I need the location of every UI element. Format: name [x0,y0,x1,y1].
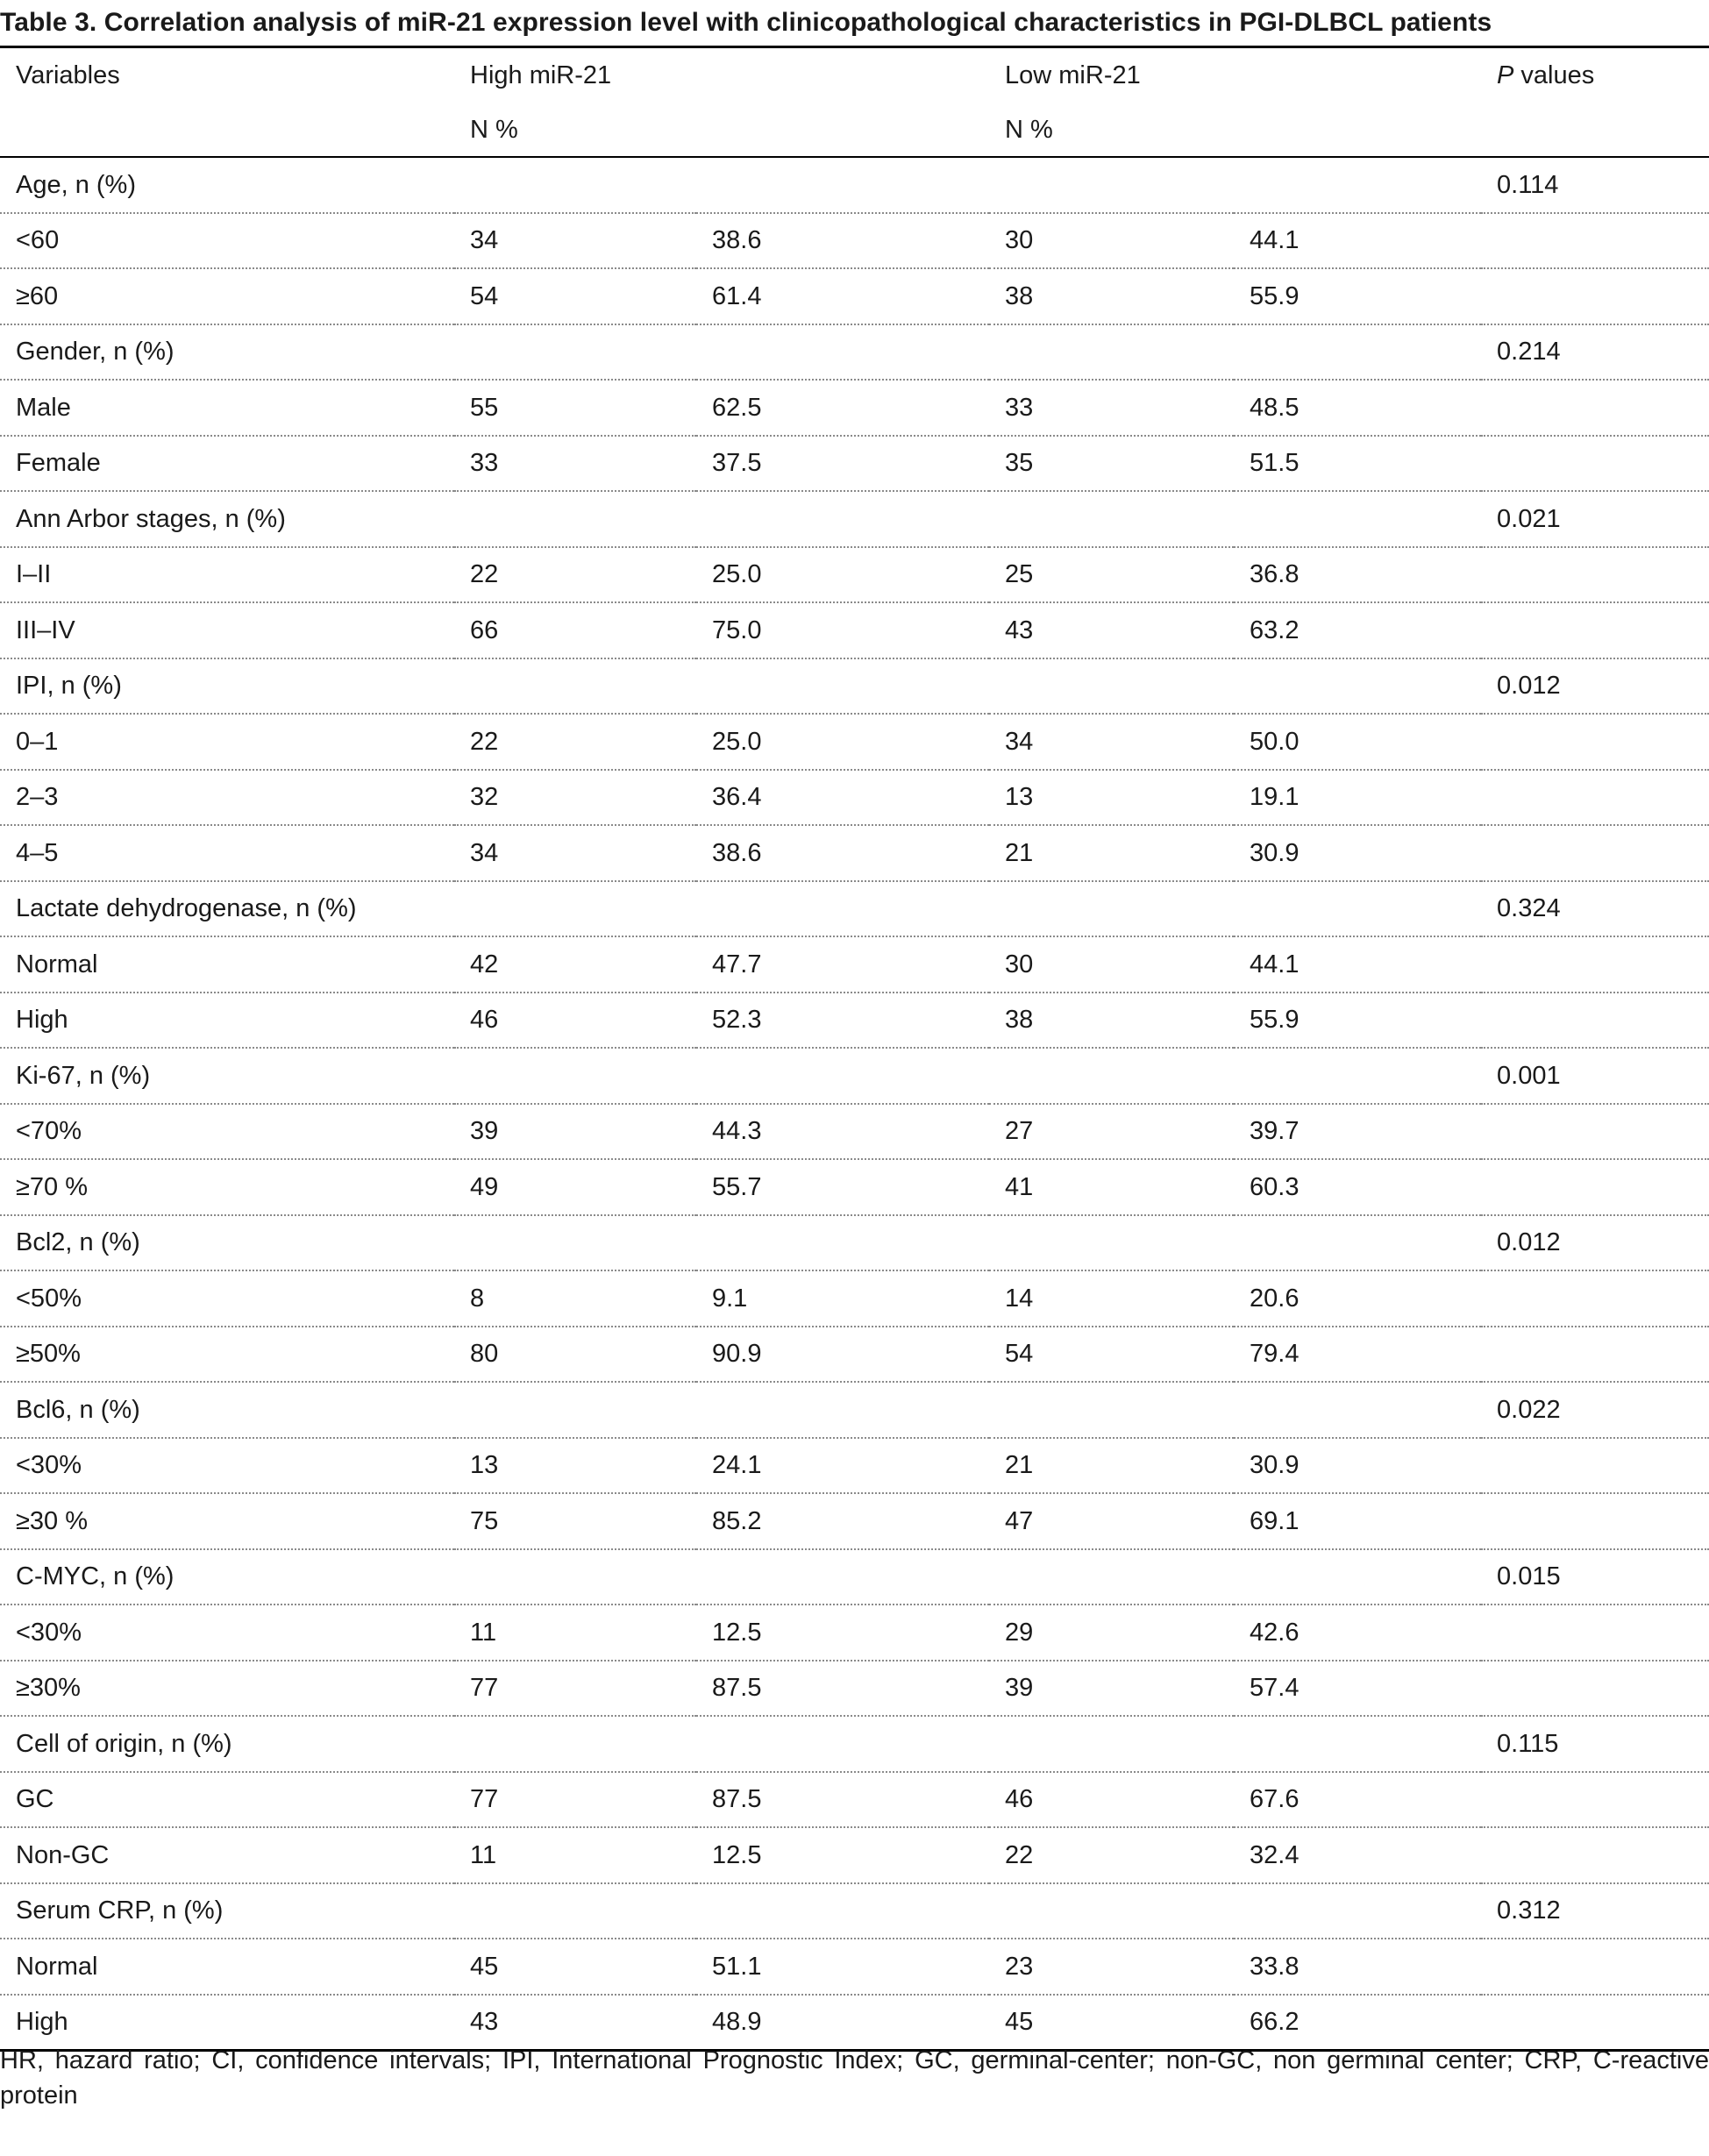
cell-high-n: 11 [454,1827,696,1883]
cell-low-percent: 30.9 [1234,825,1481,881]
cell-variable: 2–3 [0,770,454,826]
cell-p-value [1481,380,1709,436]
cell-low-n: 21 [989,1438,1234,1494]
cell-low-n: 21 [989,825,1234,881]
cell-variable: ≥50% [0,1327,454,1383]
cell-low-percent [1234,324,1481,381]
cell-low-n [989,491,1234,547]
cell-low-percent: 63.2 [1234,602,1481,658]
header-p-italic: P [1497,61,1514,89]
cell-low-n: 23 [989,1939,1234,1995]
cell-low-n: 45 [989,1995,1234,2051]
table-row [0,268,1709,324]
cell-p-value [1481,1493,1709,1549]
cell-high-percent: 62.5 [696,380,989,436]
table-row [0,436,1709,492]
header-low-mir21: Low miR-21 [989,47,1481,103]
cell-variable: GC [0,1772,454,1828]
cell-low-n [989,1883,1234,1939]
cell-high-n: 39 [454,1104,696,1160]
cell-p-value: 0.015 [1481,1549,1709,1605]
cell-high-percent [696,1883,989,1939]
cell-low-percent [1234,1048,1481,1104]
table-row [0,1827,1709,1883]
cell-p-value: 0.115 [1481,1716,1709,1772]
cell-variable: Gender, n (%) [0,324,454,381]
cell-variable: Bcl6, n (%) [0,1382,454,1438]
cell-high-n: 43 [454,1995,696,2051]
cell-high-percent: 52.3 [696,993,989,1049]
cell-p-value [1481,1827,1709,1883]
cell-variable: Ann Arbor stages, n (%) [0,491,454,547]
table-body [0,157,1709,2051]
cell-low-percent: 32.4 [1234,1827,1481,1883]
table-row [0,658,1709,715]
table-row [0,1716,1709,1772]
cell-p-value: 0.312 [1481,1883,1709,1939]
table-row [0,1661,1709,1717]
cell-low-n: 35 [989,436,1234,492]
cell-p-value [1481,1327,1709,1383]
cell-low-n: 54 [989,1327,1234,1383]
cell-high-n: 75 [454,1493,696,1549]
cell-variable: Age, n (%) [0,157,454,213]
cell-variable: Bcl2, n (%) [0,1215,454,1271]
cell-p-value [1481,1772,1709,1828]
table-row [0,1493,1709,1549]
data-table [0,46,1709,2052]
cell-low-n [989,881,1234,937]
cell-p-value [1481,936,1709,993]
cell-high-percent: 61.4 [696,268,989,324]
cell-low-percent: 42.6 [1234,1605,1481,1661]
cell-p-value: 0.012 [1481,1215,1709,1271]
table-row [0,1549,1709,1605]
cell-low-n [989,658,1234,715]
cell-high-percent: 24.1 [696,1438,989,1494]
cell-low-n [989,324,1234,381]
cell-low-percent [1234,881,1481,937]
cell-high-n: 42 [454,936,696,993]
cell-p-value [1481,268,1709,324]
cell-p-value [1481,436,1709,492]
subheader-high-n-percent: N % [454,103,989,157]
cell-p-value [1481,770,1709,826]
header-high-mir21: High miR-21 [454,47,989,103]
cell-low-percent: 50.0 [1234,714,1481,770]
cell-variable: Non-GC [0,1827,454,1883]
cell-p-value [1481,1270,1709,1327]
cell-variable: Normal [0,1939,454,1995]
cell-high-percent: 12.5 [696,1605,989,1661]
cell-low-percent: 30.9 [1234,1438,1481,1494]
cell-high-n [454,1883,696,1939]
cell-high-percent: 38.6 [696,213,989,269]
cell-variable: C-MYC, n (%) [0,1549,454,1605]
cell-high-percent [696,1716,989,1772]
cell-high-n: 34 [454,213,696,269]
table-row [0,881,1709,937]
cell-high-n [454,881,696,937]
cell-variable: High [0,993,454,1049]
cell-high-n: 22 [454,714,696,770]
cell-high-n: 8 [454,1270,696,1327]
header-variables: Variables [0,47,454,103]
table-row [0,213,1709,269]
table-row [0,157,1709,213]
cell-high-percent: 75.0 [696,602,989,658]
cell-high-percent [696,1382,989,1438]
cell-low-n: 27 [989,1104,1234,1160]
cell-low-percent [1234,658,1481,715]
cell-high-n [454,157,696,213]
cell-high-n [454,1382,696,1438]
cell-variable: I–II [0,547,454,603]
cell-p-value: 0.214 [1481,324,1709,381]
cell-p-value [1481,213,1709,269]
cell-high-n: 11 [454,1605,696,1661]
cell-p-value [1481,1995,1709,2051]
cell-high-n: 22 [454,547,696,603]
cell-low-n [989,1716,1234,1772]
cell-variable: Ki-67, n (%) [0,1048,454,1104]
cell-low-percent: 48.5 [1234,380,1481,436]
cell-p-value: 0.012 [1481,658,1709,715]
cell-low-percent: 57.4 [1234,1661,1481,1717]
cell-low-percent [1234,1215,1481,1271]
cell-high-n [454,1048,696,1104]
cell-p-value [1481,1661,1709,1717]
cell-high-n: 80 [454,1327,696,1383]
cell-low-n: 30 [989,213,1234,269]
table-row [0,714,1709,770]
table-row [0,1048,1709,1104]
table-row [0,993,1709,1049]
table-row [0,602,1709,658]
cell-high-n: 54 [454,268,696,324]
cell-low-percent: 19.1 [1234,770,1481,826]
cell-low-n: 46 [989,1772,1234,1828]
cell-high-percent: 25.0 [696,547,989,603]
cell-high-percent: 44.3 [696,1104,989,1160]
cell-p-value [1481,1159,1709,1215]
cell-low-percent [1234,157,1481,213]
table-row [0,1270,1709,1327]
cell-high-percent [696,157,989,213]
cell-high-percent: 37.5 [696,436,989,492]
cell-high-n: 13 [454,1438,696,1494]
cell-low-n [989,1549,1234,1605]
cell-high-percent: 12.5 [696,1827,989,1883]
table-row [0,547,1709,603]
cell-low-n: 22 [989,1827,1234,1883]
cell-high-percent: 55.7 [696,1159,989,1215]
cell-low-percent [1234,1716,1481,1772]
cell-variable: Male [0,380,454,436]
cell-high-n [454,491,696,547]
cell-p-value: 0.001 [1481,1048,1709,1104]
table-row [0,491,1709,547]
cell-low-n: 39 [989,1661,1234,1717]
header-p-values [1481,47,1709,103]
cell-high-n: 34 [454,825,696,881]
cell-low-n: 43 [989,602,1234,658]
table-footnote: HR, hazard ratio; CI, confidence intervals; IPI, International Prognostic Index; GC, germinal-center; non-GC, non germinal center; CRP, C-reactive protein [0,2046,1709,2110]
cell-low-percent [1234,491,1481,547]
cell-high-percent: 9.1 [696,1270,989,1327]
cell-high-n [454,1716,696,1772]
subheader-row [0,103,1709,157]
table-row [0,324,1709,381]
cell-low-n: 47 [989,1493,1234,1549]
cell-high-n: 77 [454,1661,696,1717]
table-row [0,1327,1709,1383]
cell-high-n: 77 [454,1772,696,1828]
cell-high-percent: 48.9 [696,1995,989,2051]
cell-high-percent [696,1048,989,1104]
cell-low-n: 41 [989,1159,1234,1215]
cell-high-n: 32 [454,770,696,826]
cell-high-percent [696,1549,989,1605]
cell-high-n [454,658,696,715]
cell-variable: ≥30 % [0,1493,454,1549]
table-row [0,936,1709,993]
cell-high-n [454,1549,696,1605]
cell-p-value [1481,602,1709,658]
table-row [0,1159,1709,1215]
cell-p-value [1481,1939,1709,1995]
cell-variable: Normal [0,936,454,993]
cell-low-n [989,157,1234,213]
cell-p-value [1481,1104,1709,1160]
cell-low-percent: 60.3 [1234,1159,1481,1215]
cell-low-n [989,1382,1234,1438]
cell-variable: III–IV [0,602,454,658]
subheader-empty-p [1481,103,1709,157]
cell-high-n: 49 [454,1159,696,1215]
table-row [0,1772,1709,1828]
cell-low-percent: 69.1 [1234,1493,1481,1549]
table-row [0,380,1709,436]
cell-variable: High [0,1995,454,2051]
cell-variable: ≥30% [0,1661,454,1717]
cell-high-n [454,324,696,381]
cell-low-percent: 55.9 [1234,268,1481,324]
table-row [0,1438,1709,1494]
table-row [0,1995,1709,2051]
cell-low-n: 38 [989,268,1234,324]
cell-low-n: 34 [989,714,1234,770]
table-row [0,1382,1709,1438]
cell-high-percent [696,881,989,937]
table-row [0,825,1709,881]
cell-high-percent: 90.9 [696,1327,989,1383]
cell-high-n: 46 [454,993,696,1049]
cell-p-value [1481,825,1709,881]
cell-high-percent [696,658,989,715]
cell-p-value: 0.324 [1481,881,1709,937]
cell-variable: <70% [0,1104,454,1160]
cell-high-n: 45 [454,1939,696,1995]
table-row [0,1883,1709,1939]
table-row [0,1605,1709,1661]
cell-high-n: 55 [454,380,696,436]
cell-low-percent: 44.1 [1234,213,1481,269]
cell-low-n [989,1048,1234,1104]
subheader-low-n-percent: N % [989,103,1481,157]
cell-low-percent: 55.9 [1234,993,1481,1049]
cell-low-n: 33 [989,380,1234,436]
cell-p-value: 0.021 [1481,491,1709,547]
cell-high-percent: 47.7 [696,936,989,993]
cell-low-n: 13 [989,770,1234,826]
table-row [0,770,1709,826]
cell-variable: <30% [0,1438,454,1494]
cell-low-percent: 66.2 [1234,1995,1481,2051]
cell-low-percent [1234,1382,1481,1438]
cell-high-n [454,1215,696,1271]
cell-high-percent [696,324,989,381]
cell-variable: <30% [0,1605,454,1661]
cell-variable: 4–5 [0,825,454,881]
cell-variable: ≥60 [0,268,454,324]
table-caption: Table 3. Correlation analysis of miR-21 expression level with clinicopathological characteristics in PGI-DLBCL patients [0,8,1492,37]
cell-p-value: 0.114 [1481,157,1709,213]
cell-high-percent [696,491,989,547]
cell-low-percent: 20.6 [1234,1270,1481,1327]
cell-p-value: 0.022 [1481,1382,1709,1438]
cell-variable: Serum CRP, n (%) [0,1883,454,1939]
cell-p-value [1481,993,1709,1049]
table-row [0,1215,1709,1271]
cell-variable: Cell of origin, n (%) [0,1716,454,1772]
cell-low-n: 25 [989,547,1234,603]
header-row [0,47,1709,103]
cell-low-percent: 36.8 [1234,547,1481,603]
cell-variable: <60 [0,213,454,269]
cell-high-n: 66 [454,602,696,658]
subheader-empty [0,103,454,157]
cell-p-value [1481,1438,1709,1494]
cell-variable: Female [0,436,454,492]
cell-low-n: 38 [989,993,1234,1049]
header-p-rest: values [1513,61,1595,89]
cell-variable: <50% [0,1270,454,1327]
cell-low-percent: 44.1 [1234,936,1481,993]
cell-high-percent: 85.2 [696,1493,989,1549]
cell-p-value [1481,1605,1709,1661]
cell-low-percent: 33.8 [1234,1939,1481,1995]
cell-low-percent: 39.7 [1234,1104,1481,1160]
cell-p-value [1481,547,1709,603]
cell-high-percent: 25.0 [696,714,989,770]
cell-high-percent [696,1215,989,1271]
cell-high-percent: 36.4 [696,770,989,826]
cell-low-percent: 79.4 [1234,1327,1481,1383]
cell-low-percent [1234,1883,1481,1939]
cell-variable: ≥70 % [0,1159,454,1215]
cell-low-n: 29 [989,1605,1234,1661]
cell-high-percent: 51.1 [696,1939,989,1995]
cell-low-percent: 51.5 [1234,436,1481,492]
cell-low-n [989,1215,1234,1271]
cell-variable: IPI, n (%) [0,658,454,715]
table-row [0,1104,1709,1160]
cell-high-percent: 87.5 [696,1772,989,1828]
cell-high-n: 33 [454,436,696,492]
cell-p-value [1481,714,1709,770]
cell-variable: Lactate dehydrogenase, n (%) [0,881,454,937]
cell-low-n: 30 [989,936,1234,993]
cell-low-percent [1234,1549,1481,1605]
cell-low-percent: 67.6 [1234,1772,1481,1828]
table-row [0,1939,1709,1995]
cell-variable: 0–1 [0,714,454,770]
cell-high-percent: 87.5 [696,1661,989,1717]
cell-high-percent: 38.6 [696,825,989,881]
cell-low-n: 14 [989,1270,1234,1327]
